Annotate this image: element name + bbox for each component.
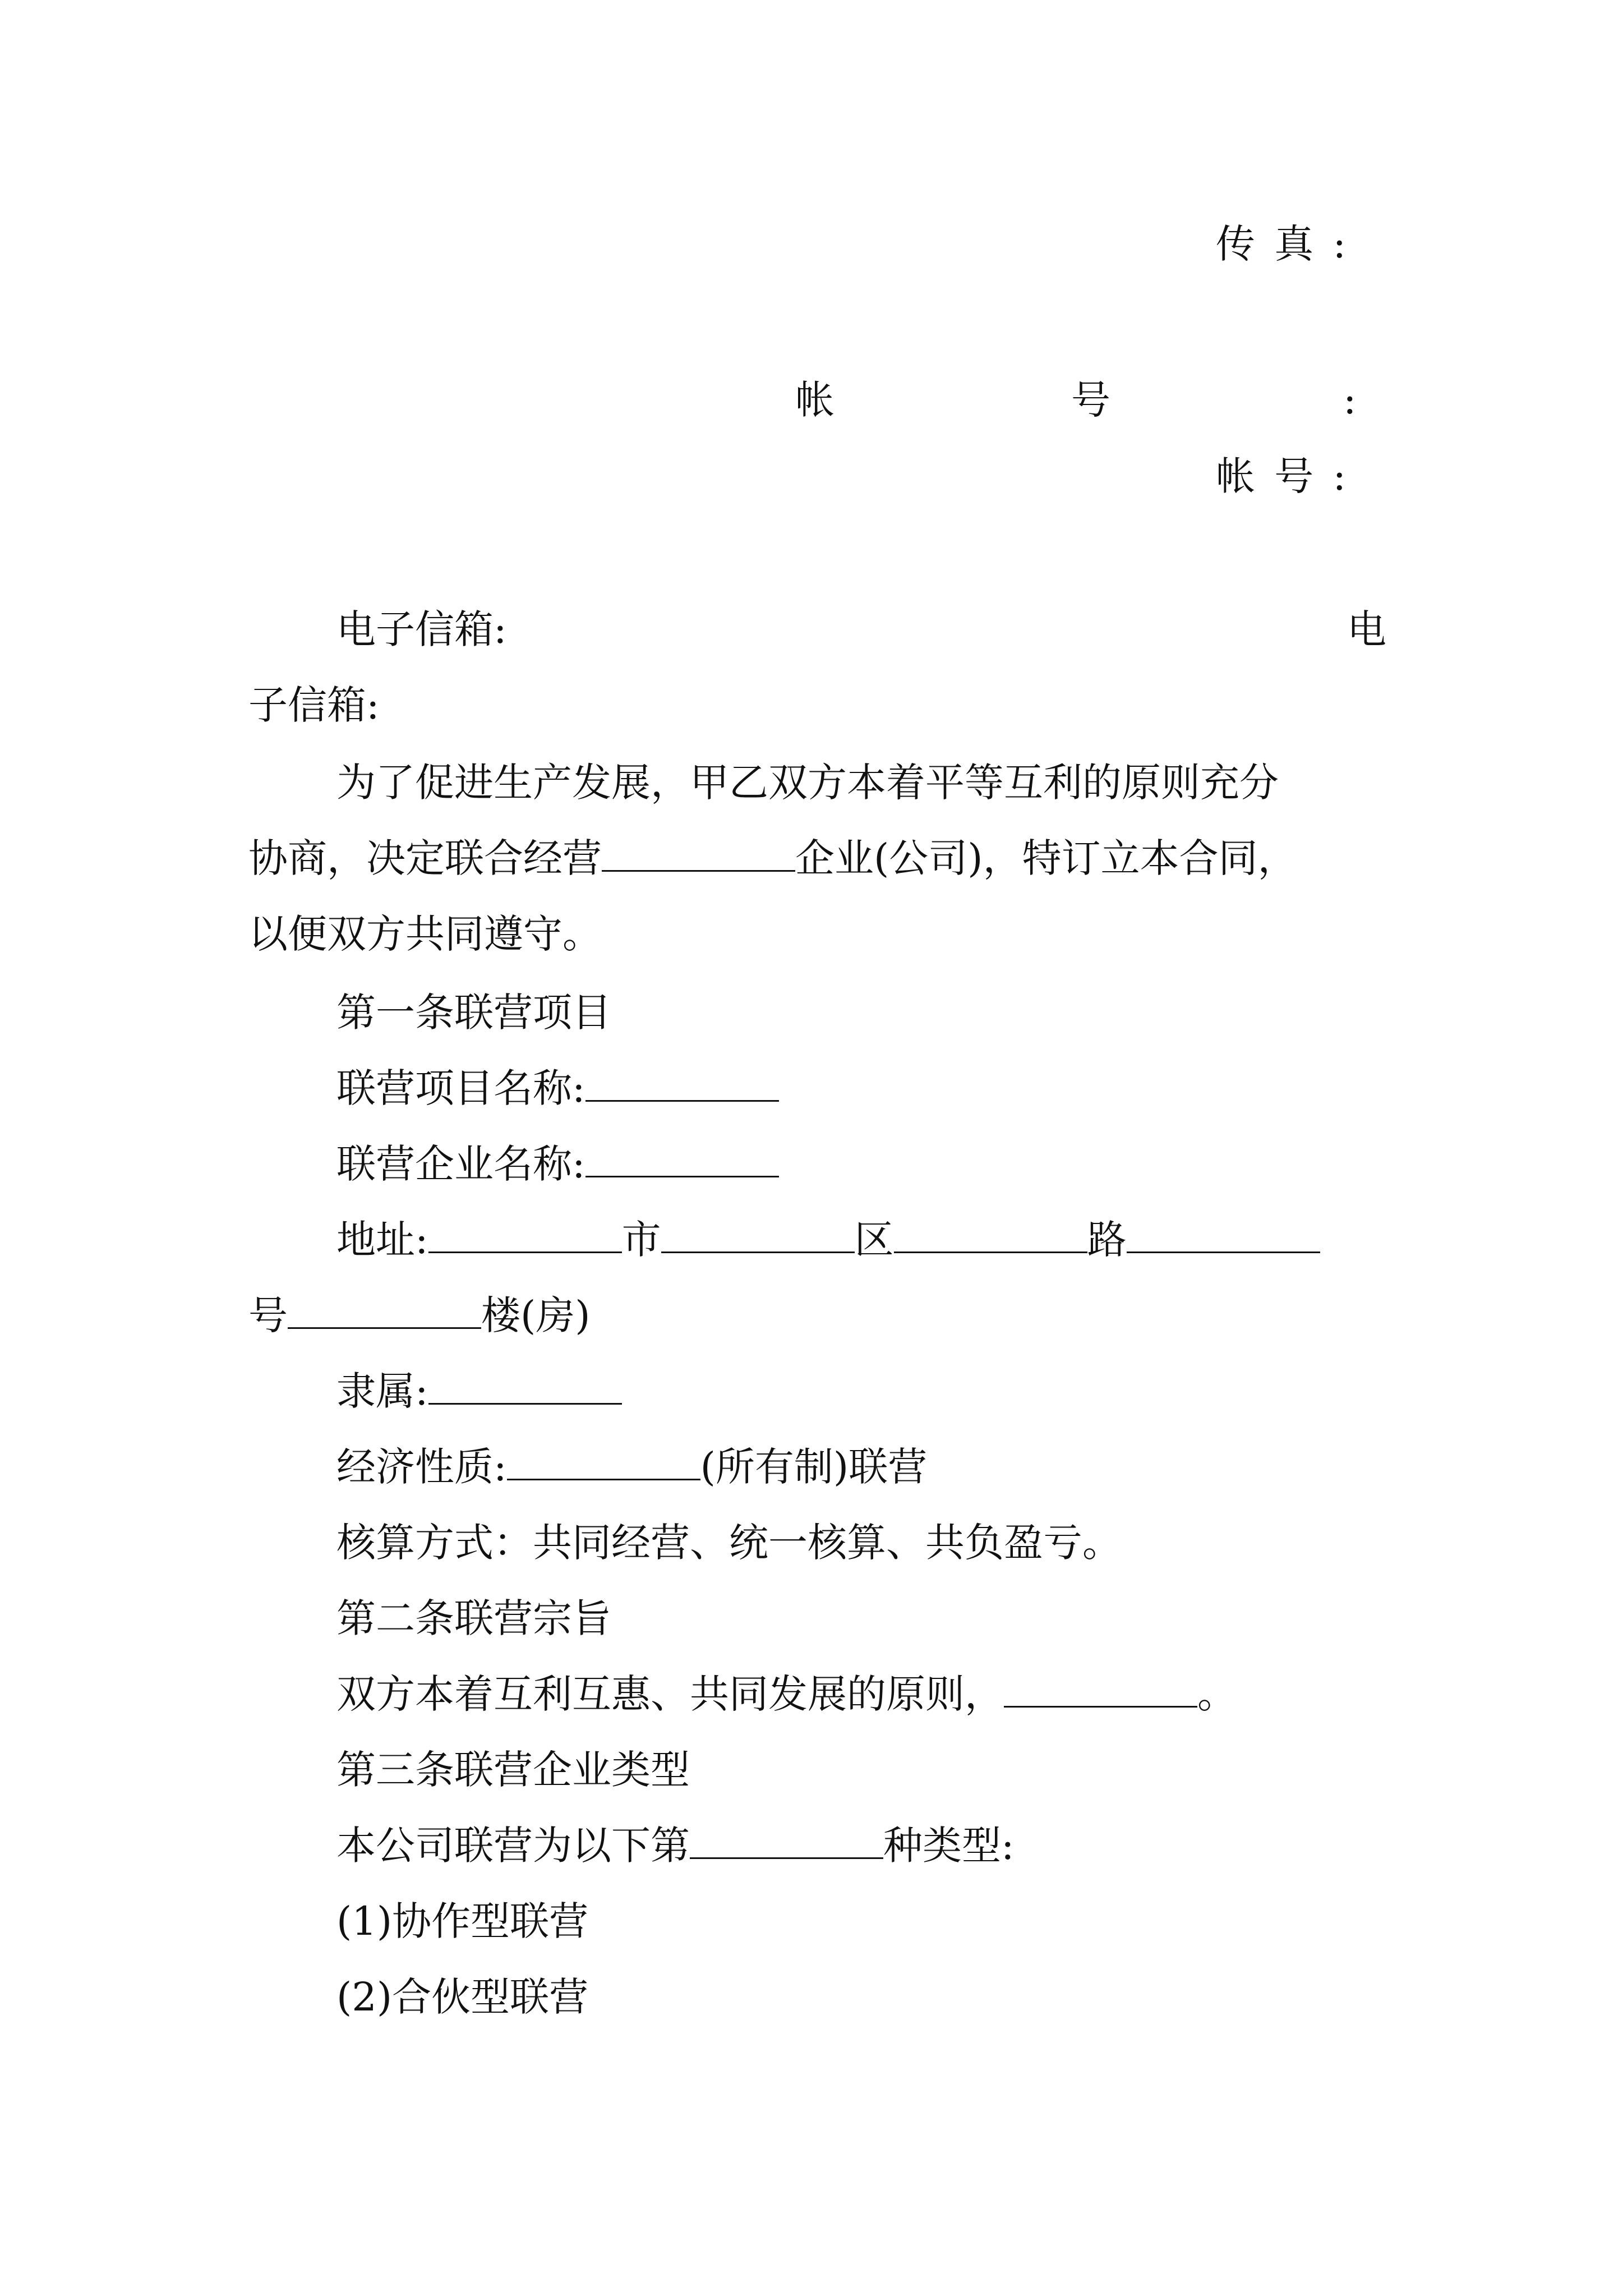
article3-text-a: 本公司联营为以下第 bbox=[336, 1823, 690, 1869]
email-label-right-part1: 电 bbox=[1347, 606, 1386, 652]
account-label-right: 帐 号 : bbox=[1216, 453, 1350, 499]
intro-line-2 bbox=[248, 833, 1297, 884]
enterprise-blank bbox=[602, 836, 795, 872]
fax-label: 传 真 : bbox=[1216, 221, 1350, 267]
email-label-left: 电子信箱: bbox=[336, 606, 507, 652]
address-district: 区 bbox=[854, 1217, 894, 1263]
address-number: 号 bbox=[248, 1292, 288, 1338]
account-label-char1: 帐 bbox=[795, 377, 834, 423]
accounting-method: 核算方式：共同经营、统一核算、共负盈亏。 bbox=[336, 1520, 1122, 1566]
enterprise-name-row bbox=[336, 1139, 779, 1189]
address-city: 市 bbox=[621, 1217, 661, 1263]
address-road: 路 bbox=[1087, 1217, 1127, 1263]
enterprise-name-blank bbox=[585, 1142, 779, 1177]
economic-nature-row bbox=[336, 1442, 927, 1492]
intro-line-1: 为了促进生产发展，甲乙双方本着平等互利的原则充分 bbox=[336, 760, 1279, 806]
article3-text-row bbox=[336, 1820, 1015, 1871]
project-name-blank bbox=[585, 1066, 779, 1102]
address-building: 楼(房) bbox=[481, 1292, 591, 1338]
address-building-blank bbox=[288, 1294, 481, 1329]
affiliation-label: 隶属: bbox=[336, 1368, 428, 1414]
address-district-blank bbox=[661, 1218, 855, 1253]
intro-line-2-text-a: 协商，决定联合经营 bbox=[248, 835, 602, 881]
address-row bbox=[336, 1214, 1320, 1265]
article3-option-2: (2)合伙型联营 bbox=[336, 1974, 589, 2020]
address-city-blank bbox=[428, 1218, 622, 1253]
address-road-blank bbox=[894, 1218, 1087, 1253]
address-label: 地址: bbox=[336, 1217, 428, 1263]
article2-blank bbox=[1004, 1672, 1197, 1708]
economic-nature-suffix: (所有制)联营 bbox=[700, 1444, 928, 1490]
article2-text: 双方本着互利互惠、共同发展的原则， bbox=[336, 1671, 1004, 1717]
article2-title: 第二条联营宗旨 bbox=[336, 1595, 611, 1641]
email-label-right-part2: 子信箱: bbox=[248, 682, 380, 728]
article2-end: 。 bbox=[1197, 1671, 1237, 1717]
address-number-blank bbox=[1127, 1218, 1320, 1253]
article3-title: 第三条联营企业类型 bbox=[336, 1747, 690, 1793]
account-label-char2: 号 bbox=[1071, 377, 1110, 423]
article2-text-row bbox=[336, 1669, 1237, 1719]
economic-nature-blank bbox=[507, 1445, 700, 1480]
project-name-label: 联营项目名称: bbox=[336, 1065, 585, 1111]
enterprise-name-label: 联营企业名称: bbox=[336, 1141, 585, 1187]
article3-text-b: 种类型: bbox=[883, 1823, 1015, 1869]
project-name-row bbox=[336, 1063, 779, 1114]
article1-title: 第一条联营项目 bbox=[336, 990, 611, 1036]
article3-type-blank bbox=[690, 1824, 883, 1859]
intro-line-2-text-b: 企业(公司)，特订立本合同， bbox=[795, 835, 1297, 881]
affiliation-row bbox=[336, 1366, 622, 1416]
account-label-colon: : bbox=[1343, 377, 1357, 423]
intro-line-3: 以便双方共同遵守。 bbox=[248, 911, 602, 957]
address-row-2 bbox=[248, 1290, 591, 1341]
article3-option-1: (1)协作型联营 bbox=[336, 1898, 589, 1944]
affiliation-blank bbox=[428, 1369, 622, 1405]
economic-nature-label: 经济性质: bbox=[336, 1444, 507, 1490]
